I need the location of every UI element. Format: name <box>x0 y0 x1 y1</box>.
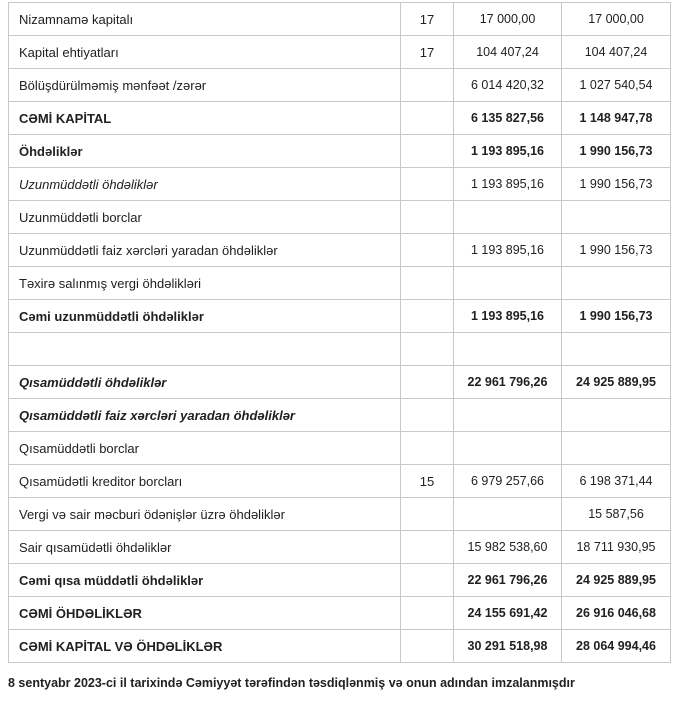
row-note: 17 <box>401 3 454 36</box>
row-value-2: 24 925 889,95 <box>562 366 671 399</box>
row-value-2: 18 711 930,95 <box>562 531 671 564</box>
row-label <box>9 333 401 366</box>
row-note <box>401 333 454 366</box>
table-row <box>9 3 671 36</box>
row-label: Öhdəliklər <box>9 135 401 168</box>
row-label: Uzunmüddətli faiz xərcləri yaradan öhdəliklər <box>9 234 401 267</box>
row-note <box>401 399 454 432</box>
row-value-1: 1 193 895,16 <box>454 234 562 267</box>
row-value-2: 1 990 156,73 <box>562 234 671 267</box>
row-value-2 <box>562 333 671 366</box>
row-value-1: 1 193 895,16 <box>454 168 562 201</box>
row-label: Qısamüddətli faiz xərcləri yaradan öhdəliklər <box>9 399 401 432</box>
row-value-1: 1 193 895,16 <box>454 300 562 333</box>
row-value-1: 17 000,00 <box>454 3 562 36</box>
row-value-2: 28 064 994,46 <box>562 630 671 663</box>
row-value-1: 22 961 796,26 <box>454 366 562 399</box>
row-value-1: 30 291 518,98 <box>454 630 562 663</box>
row-note <box>401 498 454 531</box>
row-value-1 <box>454 432 562 465</box>
row-value-2: 17 000,00 <box>562 3 671 36</box>
table-row-liabilities-header <box>9 135 671 168</box>
row-value-2: 1 990 156,73 <box>562 300 671 333</box>
row-label: Təxirə salınmış vergi öhdəlikləri <box>9 267 401 300</box>
row-label: Bölüşdürülməmiş mənfəət /zərər <box>9 69 401 102</box>
table-row-empty <box>9 333 671 366</box>
row-note <box>401 201 454 234</box>
row-note <box>401 564 454 597</box>
row-note <box>401 69 454 102</box>
table-row <box>9 399 671 432</box>
row-note: 15 <box>401 465 454 498</box>
row-note <box>401 300 454 333</box>
row-label: Vergi və sair məcburi ödənişlər üzrə öhdəliklər <box>9 498 401 531</box>
table-row <box>9 201 671 234</box>
signature-note: 8 sentyabr 2023-ci il tarixində Cəmiyyət tərəfindən təsdiqlənmiş və onun adından imzalanmışdır <box>8 676 575 690</box>
row-value-1 <box>454 201 562 234</box>
row-label: Qısamüddətli borclar <box>9 432 401 465</box>
row-label: Cəmi qısa müddətli öhdəliklər <box>9 564 401 597</box>
row-value-2: 1 027 540,54 <box>562 69 671 102</box>
table-row-total-capital-and-liabilities <box>9 630 671 663</box>
row-value-1: 1 193 895,16 <box>454 135 562 168</box>
table-row <box>9 498 671 531</box>
row-label: Cəmi uzunmüddətli öhdəliklər <box>9 300 401 333</box>
row-label: CƏMİ KAPİTAL VƏ ÖHDƏLİKLƏR <box>9 630 401 663</box>
table-row <box>9 267 671 300</box>
row-label: Kapital ehtiyatları <box>9 36 401 69</box>
row-value-1: 15 982 538,60 <box>454 531 562 564</box>
row-note <box>401 234 454 267</box>
row-note <box>401 432 454 465</box>
row-value-2: 1 990 156,73 <box>562 168 671 201</box>
row-value-2: 15 587,56 <box>562 498 671 531</box>
row-note <box>401 630 454 663</box>
table-row <box>9 36 671 69</box>
row-value-2: 1 990 156,73 <box>562 135 671 168</box>
row-label: CƏMİ ÖHDƏLİKLƏR <box>9 597 401 630</box>
row-value-1: 104 407,24 <box>454 36 562 69</box>
row-value-1: 22 961 796,26 <box>454 564 562 597</box>
row-value-1: 6 135 827,56 <box>454 102 562 135</box>
row-value-1: 6 979 257,66 <box>454 465 562 498</box>
table-row-total-liabilities <box>9 597 671 630</box>
row-value-1 <box>454 399 562 432</box>
table-row <box>9 531 671 564</box>
row-value-2 <box>562 432 671 465</box>
table-row <box>9 465 671 498</box>
row-label: Sair qısamüdətli öhdəliklər <box>9 531 401 564</box>
table-row <box>9 432 671 465</box>
row-value-2 <box>562 399 671 432</box>
table-row-total-longterm <box>9 300 671 333</box>
row-value-2 <box>562 267 671 300</box>
row-value-1: 24 155 691,42 <box>454 597 562 630</box>
row-value-2: 1 148 947,78 <box>562 102 671 135</box>
row-value-2: 24 925 889,95 <box>562 564 671 597</box>
row-note <box>401 135 454 168</box>
row-note <box>401 267 454 300</box>
row-label: Qısamüdətli kreditor borcları <box>9 465 401 498</box>
row-note <box>401 531 454 564</box>
row-note: 17 <box>401 36 454 69</box>
row-value-1 <box>454 498 562 531</box>
row-note <box>401 168 454 201</box>
row-label: Nizamnamə kapitalı <box>9 3 401 36</box>
row-value-2: 6 198 371,44 <box>562 465 671 498</box>
row-value-1 <box>454 267 562 300</box>
table-row-shortterm-header <box>9 366 671 399</box>
row-label: Qısamüddətli öhdəliklər <box>9 366 401 399</box>
balance-sheet-table <box>8 2 671 663</box>
row-label: CƏMİ KAPİTAL <box>9 102 401 135</box>
row-value-2 <box>562 201 671 234</box>
row-label: Uzunmüddətli öhdəliklər <box>9 168 401 201</box>
table-row-total-capital <box>9 102 671 135</box>
table-row <box>9 69 671 102</box>
table-row <box>9 234 671 267</box>
row-note <box>401 366 454 399</box>
row-note <box>401 102 454 135</box>
table-row-total-shortterm <box>9 564 671 597</box>
row-value-1 <box>454 333 562 366</box>
row-value-2: 104 407,24 <box>562 36 671 69</box>
row-note <box>401 597 454 630</box>
row-label: Uzunmüddətli borclar <box>9 201 401 234</box>
table-row <box>9 168 671 201</box>
row-value-1: 6 014 420,32 <box>454 69 562 102</box>
row-value-2: 26 916 046,68 <box>562 597 671 630</box>
